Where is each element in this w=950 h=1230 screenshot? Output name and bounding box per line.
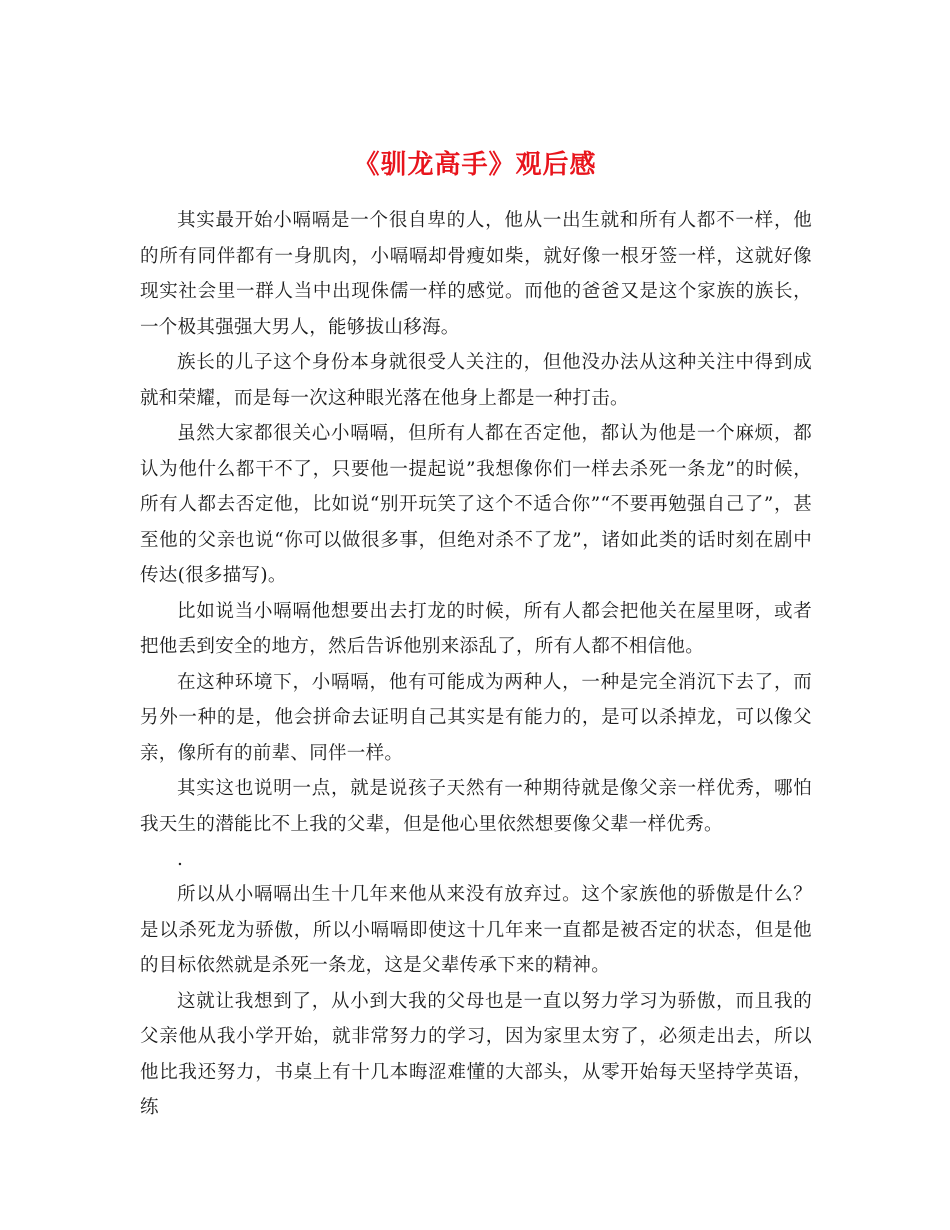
paragraph-6: 其实这也说明一点，就是说孩子天然有一种期待就是像父亲一样优秀，哪怕我天生的潜能比不上我的父辈，但是他心里依然想要像父辈一样优秀。 [140, 778, 812, 835]
paragraph-4: 比如说当小嗝嗝他想要出去打龙的时候，所有人都会把他关在屋里呀，或者把他丢到安全的地方，然后告诉他别来添乱了，所有人都不相信他。 [140, 600, 812, 657]
paragraph-2: 族长的儿子这个身份本身就很受人关注的，但他没办法从这种关注中得到成就和荣耀，而是每一次这种眼光落在他身上都是一种打击。 [140, 352, 812, 409]
paragraph-8: 这就让我想到了，从小到大我的父母也是一直以努力学习为骄傲，而且我的父亲他从我小学开始，就非常努力的学习，因为家里太穷了，必须走出去，所以他比我还努力，书桌上有十几本晦涩难懂的大部头，从零开始每天坚持学英语，练 [140, 990, 812, 1118]
paragraph-separator-dot: . [177, 849, 184, 870]
document-title: 《驯龙高手》观后感 [353, 150, 597, 181]
document-body [140, 203, 812, 1126]
paragraph-1: 其实最开始小嗝嗝是一个很自卑的人，他从一出生就和所有人都不一样，他的所有同伴都有一身肌肉，小嗝嗝却骨瘦如柴，就好像一根牙签一样，这就好像现实社会里一群人当中出现侏儒一样的感觉。而他的爸爸又是这个家族的族长，一个极其强强大男人，能够拔山移海。 [140, 210, 812, 338]
paragraph-5: 在这种环境下，小嗝嗝，他有可能成为两种人，一种是完全消沉下去了，而另外一种的是，他会拼命去证明自己其实是有能力的，是可以杀掉龙，可以像父亲，像所有的前辈、同伴一样。 [140, 671, 812, 764]
paragraph-7: 所以从小嗝嗝出生十几年来他从来没有放弃过。这个家族他的骄傲是什么？是以杀死龙为骄傲，所以小嗝嗝即使这十几年来一直都是被否定的状态，但是他的目标依然就是杀死一条龙，这是父辈传承下来的精神。 [140, 884, 812, 976]
paragraph-3: 虽然大家都很关心小嗝嗝，但所有人都在否定他，都认为他是一个麻烦，都认为他什么都干不了，只要他一提起说”我想像你们一样去杀死一条龙”的时候，所有人都去否定他，比如说“别开玩笑了这个不适合你”“不要再勉强自己了”，甚至他的父亲也说“你可以做很多事，但绝对杀不了龙”，诸如此类的话时刻在剧中传达(很多描写)。 [140, 423, 812, 586]
